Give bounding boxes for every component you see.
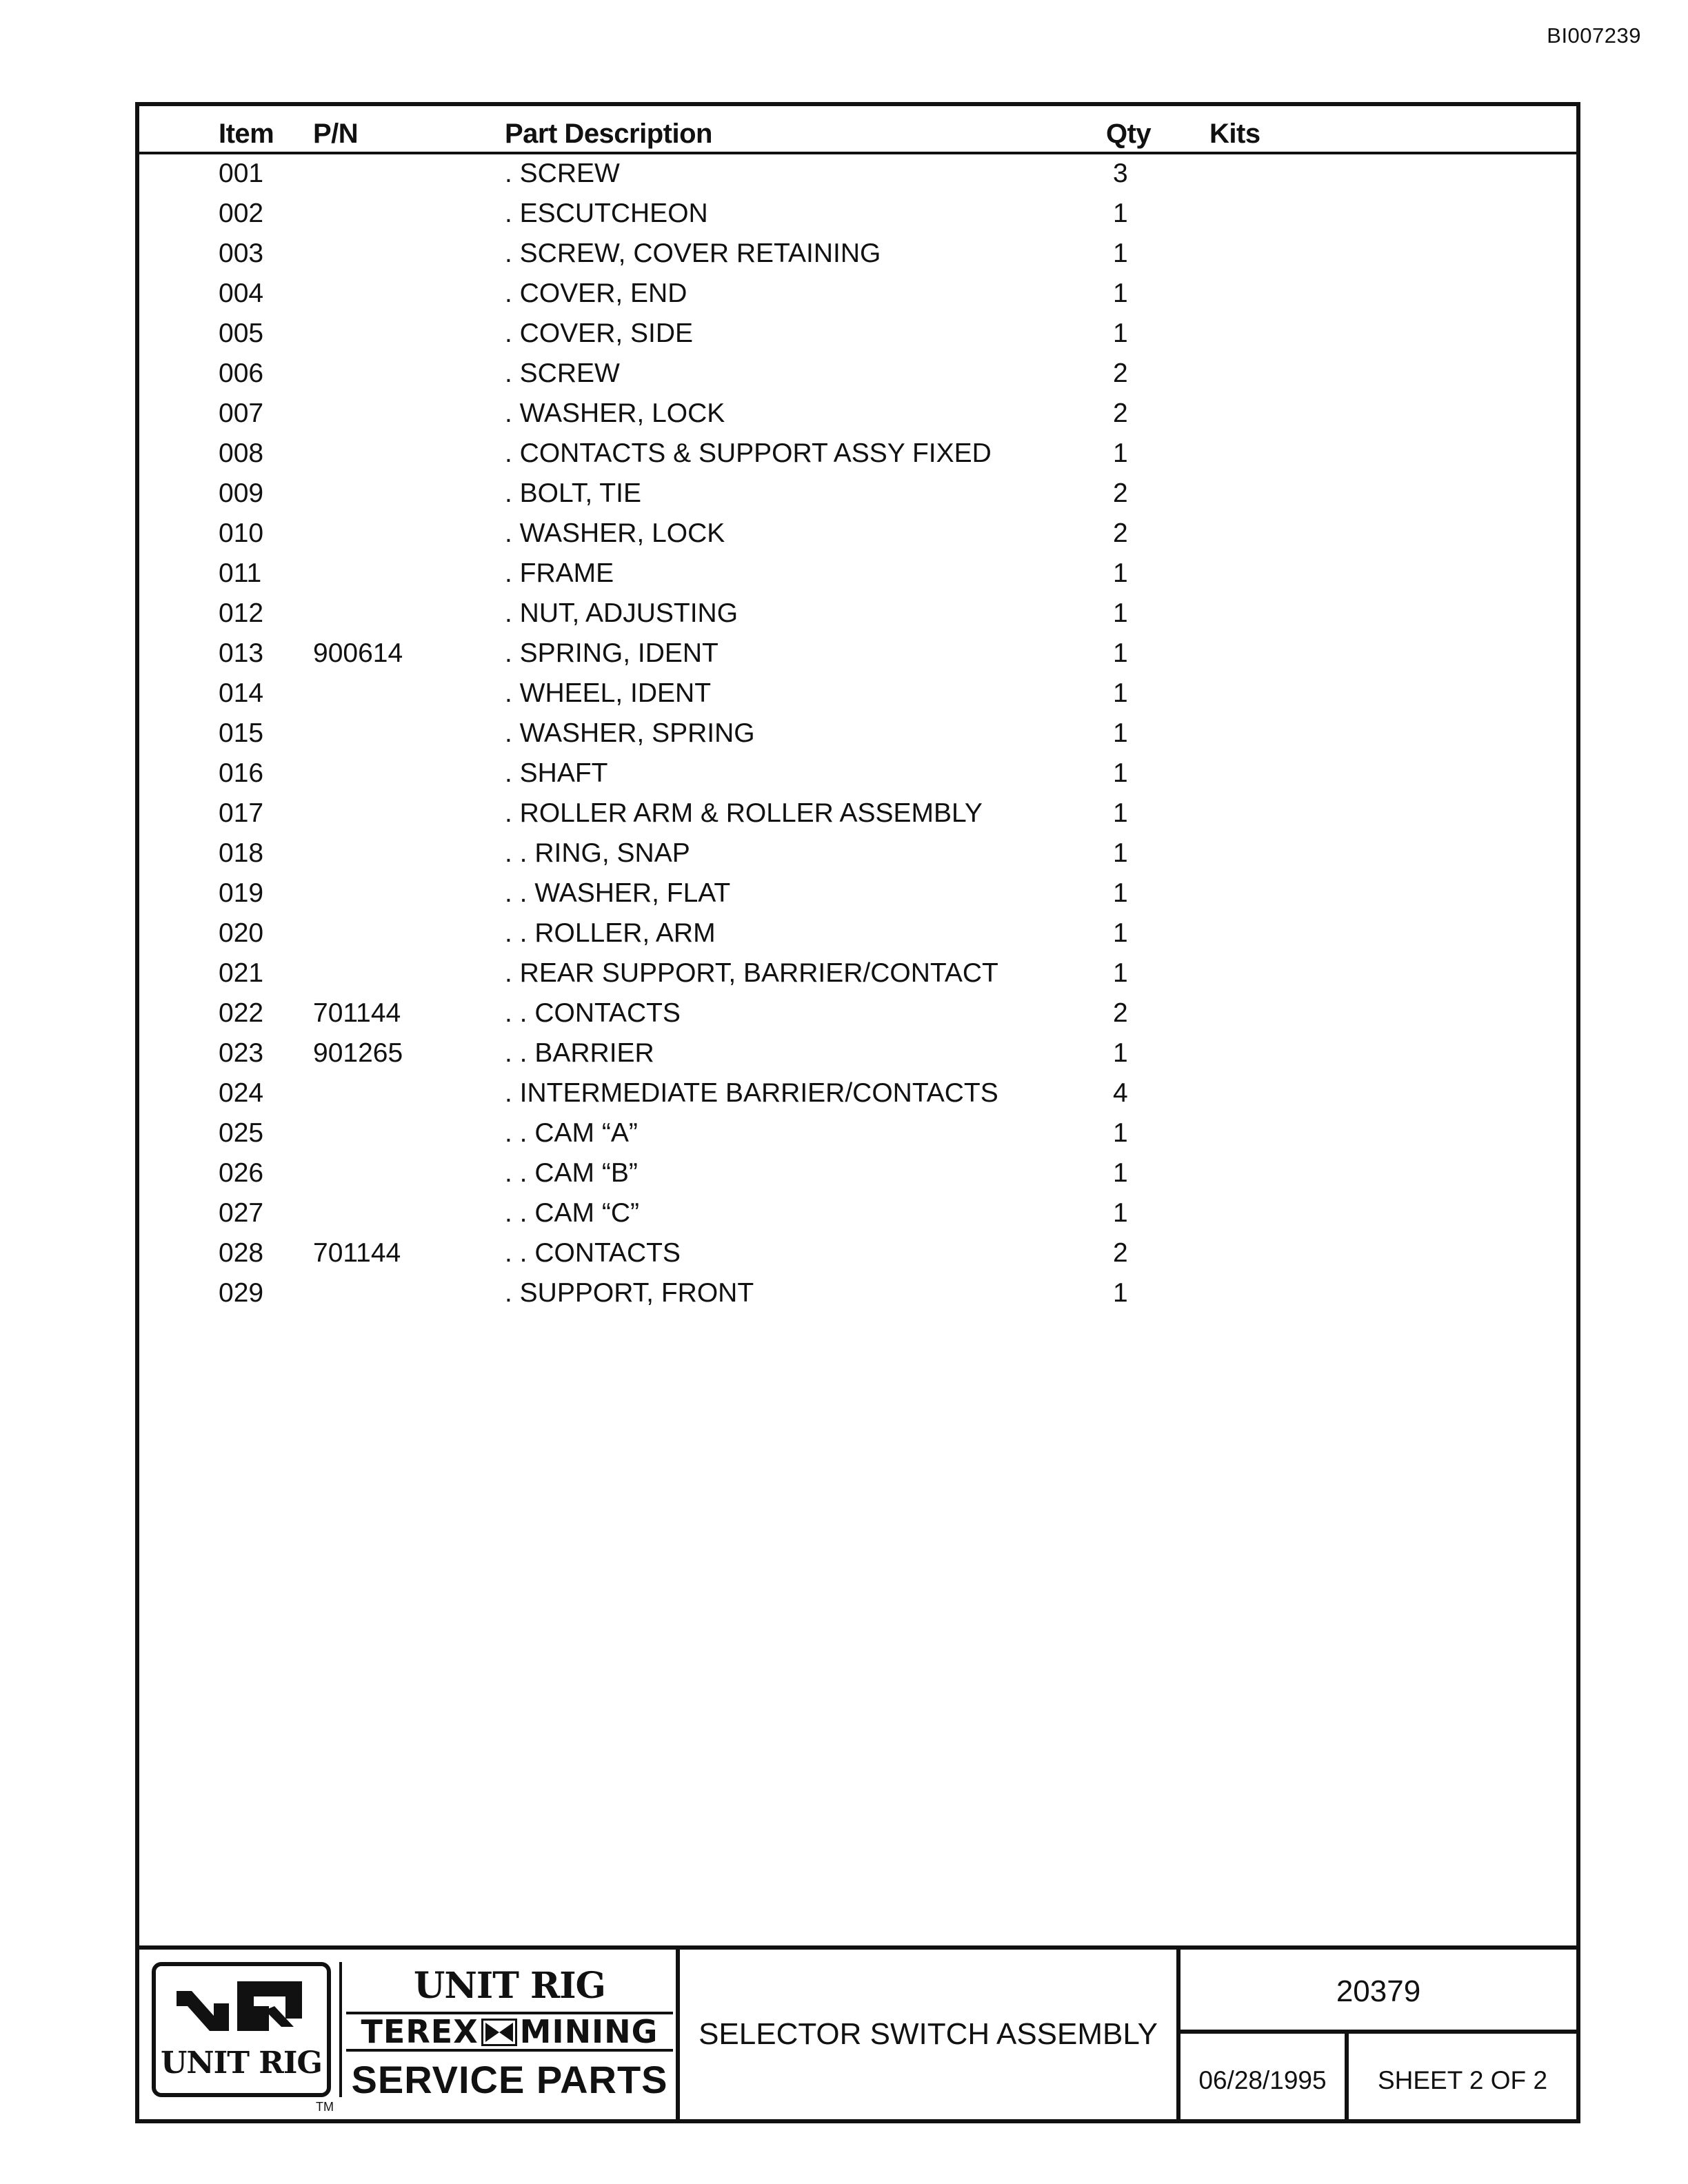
table-row xyxy=(139,637,1576,677)
assembly-title: SELECTOR SWITCH ASSEMBLY xyxy=(699,2017,1158,2051)
row-description: . . BARRIER xyxy=(505,1038,654,1068)
row-item: 011 xyxy=(219,558,262,588)
row-item: 001 xyxy=(219,159,264,188)
sheet-number: SHEET 2 OF 2 xyxy=(1377,2066,1548,2094)
row-item: 015 xyxy=(219,718,264,748)
row-qty: 1 xyxy=(1113,598,1128,628)
row-qty: 1 xyxy=(1113,279,1128,308)
row-qty: 1 xyxy=(1113,678,1128,708)
title-cell xyxy=(680,1950,1180,2119)
table-row xyxy=(139,1277,1576,1317)
table-row xyxy=(139,1197,1576,1237)
row-description: . NUT, ADJUSTING xyxy=(505,598,738,628)
table-row xyxy=(139,197,1576,237)
brand-service-parts: SERVICE PARTS xyxy=(351,2058,668,2101)
row-description: . SCREW xyxy=(505,159,620,188)
table-row xyxy=(139,317,1576,357)
row-description: . . CONTACTS xyxy=(505,1238,681,1268)
row-item: 026 xyxy=(219,1158,264,1188)
table-row xyxy=(139,1237,1576,1277)
table-row xyxy=(139,237,1576,277)
row-item: 019 xyxy=(219,878,264,908)
row-qty: 2 xyxy=(1113,358,1128,388)
row-item: 021 xyxy=(219,958,264,988)
row-description: . WASHER, LOCK xyxy=(505,398,725,428)
row-item: 002 xyxy=(219,199,264,228)
row-description: . CONTACTS & SUPPORT ASSY FIXED xyxy=(505,438,992,468)
row-item: 018 xyxy=(219,838,264,868)
row-item: 016 xyxy=(219,758,264,788)
table-row xyxy=(139,957,1576,997)
header-qty: Qty xyxy=(1106,119,1152,149)
row-qty: 2 xyxy=(1113,998,1128,1028)
row-item: 013 xyxy=(219,638,264,668)
header-pn: P/N xyxy=(313,119,359,149)
row-item: 024 xyxy=(219,1078,264,1108)
info-cell xyxy=(1180,1950,1576,2119)
row-item: 027 xyxy=(219,1198,264,1228)
row-qty: 1 xyxy=(1113,838,1128,868)
drawing-number: 20379 xyxy=(1180,1950,1576,2034)
row-qty: 1 xyxy=(1113,1118,1128,1148)
row-item: 006 xyxy=(219,358,264,388)
row-item: 007 xyxy=(219,398,264,428)
revision-date: 06/28/1995 xyxy=(1180,2034,1349,2119)
row-description: . ROLLER ARM & ROLLER ASSEMBLY xyxy=(505,798,983,828)
row-qty: 1 xyxy=(1113,318,1128,348)
parts-list-frame xyxy=(135,102,1580,2123)
table-row xyxy=(139,597,1576,637)
row-item: 029 xyxy=(219,1278,264,1308)
row-item: 003 xyxy=(219,239,264,268)
row-item: 022 xyxy=(219,998,264,1028)
header-divider xyxy=(139,152,1576,154)
table-row xyxy=(139,397,1576,437)
row-item: 009 xyxy=(219,478,264,508)
row-description: . WHEEL, IDENT xyxy=(505,678,712,708)
table-row xyxy=(139,437,1576,477)
row-description: . SHAFT xyxy=(505,758,608,788)
row-description: . . CONTACTS xyxy=(505,998,681,1028)
row-description: . COVER, END xyxy=(505,279,687,308)
table-row xyxy=(139,517,1576,557)
row-qty: 1 xyxy=(1113,718,1128,748)
table-row xyxy=(139,157,1576,197)
row-description: . REAR SUPPORT, BARRIER/CONTACT xyxy=(505,958,998,988)
row-description: . SCREW xyxy=(505,358,620,388)
table-row xyxy=(139,1117,1576,1157)
row-item: 004 xyxy=(219,279,264,308)
logo-divider xyxy=(339,1962,342,2097)
row-description: . . CAM “B” xyxy=(505,1158,638,1188)
row-description: . SUPPORT, FRONT xyxy=(505,1278,754,1308)
row-description: . . WASHER, FLAT xyxy=(505,878,731,908)
table-row xyxy=(139,677,1576,717)
row-item: 014 xyxy=(219,678,264,708)
table-row xyxy=(139,557,1576,597)
row-item: 010 xyxy=(219,518,264,548)
row-pn: 701144 xyxy=(313,998,401,1028)
row-description: . SCREW, COVER RETAINING xyxy=(505,239,881,268)
table-row xyxy=(139,477,1576,517)
document-id: BI007239 xyxy=(1547,23,1641,48)
row-qty: 1 xyxy=(1113,958,1128,988)
logo-cell xyxy=(139,1950,680,2119)
row-qty: 1 xyxy=(1113,239,1128,268)
table-row xyxy=(139,717,1576,757)
table-row xyxy=(139,837,1576,877)
row-qty: 2 xyxy=(1113,478,1128,508)
table-row xyxy=(139,877,1576,917)
row-qty: 1 xyxy=(1113,1158,1128,1188)
row-qty: 2 xyxy=(1113,1238,1128,1268)
row-description: . WASHER, LOCK xyxy=(505,518,725,548)
row-qty: 2 xyxy=(1113,518,1128,548)
table-row xyxy=(139,997,1576,1037)
row-description: . SPRING, IDENT xyxy=(505,638,719,668)
row-item: 020 xyxy=(219,918,264,948)
row-item: 025 xyxy=(219,1118,264,1148)
row-item: 012 xyxy=(219,598,264,628)
table-row xyxy=(139,277,1576,317)
row-item: 008 xyxy=(219,438,264,468)
row-qty: 1 xyxy=(1113,638,1128,668)
table-row xyxy=(139,357,1576,397)
logo-text: UNIT RIG xyxy=(161,2045,322,2081)
row-description: . BOLT, TIE xyxy=(505,478,641,508)
header-kits: Kits xyxy=(1209,119,1260,149)
row-qty: 1 xyxy=(1113,558,1128,588)
table-row xyxy=(139,1077,1576,1117)
brand-unit-rig: UNIT RIG xyxy=(414,1965,605,2007)
row-qty: 1 xyxy=(1113,1038,1128,1068)
row-qty: 1 xyxy=(1113,1278,1128,1308)
row-qty: 1 xyxy=(1113,199,1128,228)
parts-table-body xyxy=(139,157,1576,1317)
header-description: Part Description xyxy=(505,119,712,149)
table-row xyxy=(139,917,1576,957)
row-description: . WASHER, SPRING xyxy=(505,718,755,748)
row-item: 023 xyxy=(219,1038,264,1068)
header-item: Item xyxy=(219,119,274,149)
row-qty: 1 xyxy=(1113,918,1128,948)
title-block xyxy=(139,1945,1576,2119)
row-qty: 1 xyxy=(1113,798,1128,828)
row-qty: 2 xyxy=(1113,398,1128,428)
row-qty: 1 xyxy=(1113,1198,1128,1228)
row-pn: 901265 xyxy=(313,1038,403,1068)
row-description: . FRAME xyxy=(505,558,614,588)
row-description: . . CAM “C” xyxy=(505,1198,639,1228)
unit-rig-logo xyxy=(152,1962,331,2097)
row-description: . . CAM “A” xyxy=(505,1118,638,1148)
row-qty: 3 xyxy=(1113,159,1128,188)
row-pn: 701144 xyxy=(313,1238,401,1268)
brand-terex: TEREX xyxy=(361,2013,479,2050)
row-item: 017 xyxy=(219,798,264,828)
terex-emblem-icon xyxy=(481,2019,517,2046)
row-pn: 900614 xyxy=(313,638,403,668)
table-row xyxy=(139,757,1576,797)
row-description: . INTERMEDIATE BARRIER/CONTACTS xyxy=(505,1078,998,1108)
table-row xyxy=(139,797,1576,837)
row-qty: 4 xyxy=(1113,1078,1128,1108)
row-qty: 1 xyxy=(1113,758,1128,788)
row-description: . . ROLLER, ARM xyxy=(505,918,716,948)
brand-terex-mining xyxy=(346,2012,673,2052)
row-description: . . RING, SNAP xyxy=(505,838,690,868)
unit-rig-emblem-icon xyxy=(171,1976,316,2045)
row-qty: 1 xyxy=(1113,878,1128,908)
table-row xyxy=(139,1157,1576,1197)
row-description: . COVER, SIDE xyxy=(505,318,694,348)
row-item: 005 xyxy=(219,318,264,348)
row-item: 028 xyxy=(219,1238,264,1268)
trademark-mark: TM xyxy=(316,2100,334,2114)
row-description: . ESCUTCHEON xyxy=(505,199,708,228)
row-qty: 1 xyxy=(1113,438,1128,468)
table-row xyxy=(139,1037,1576,1077)
brand-mining: MINING xyxy=(519,2013,659,2050)
